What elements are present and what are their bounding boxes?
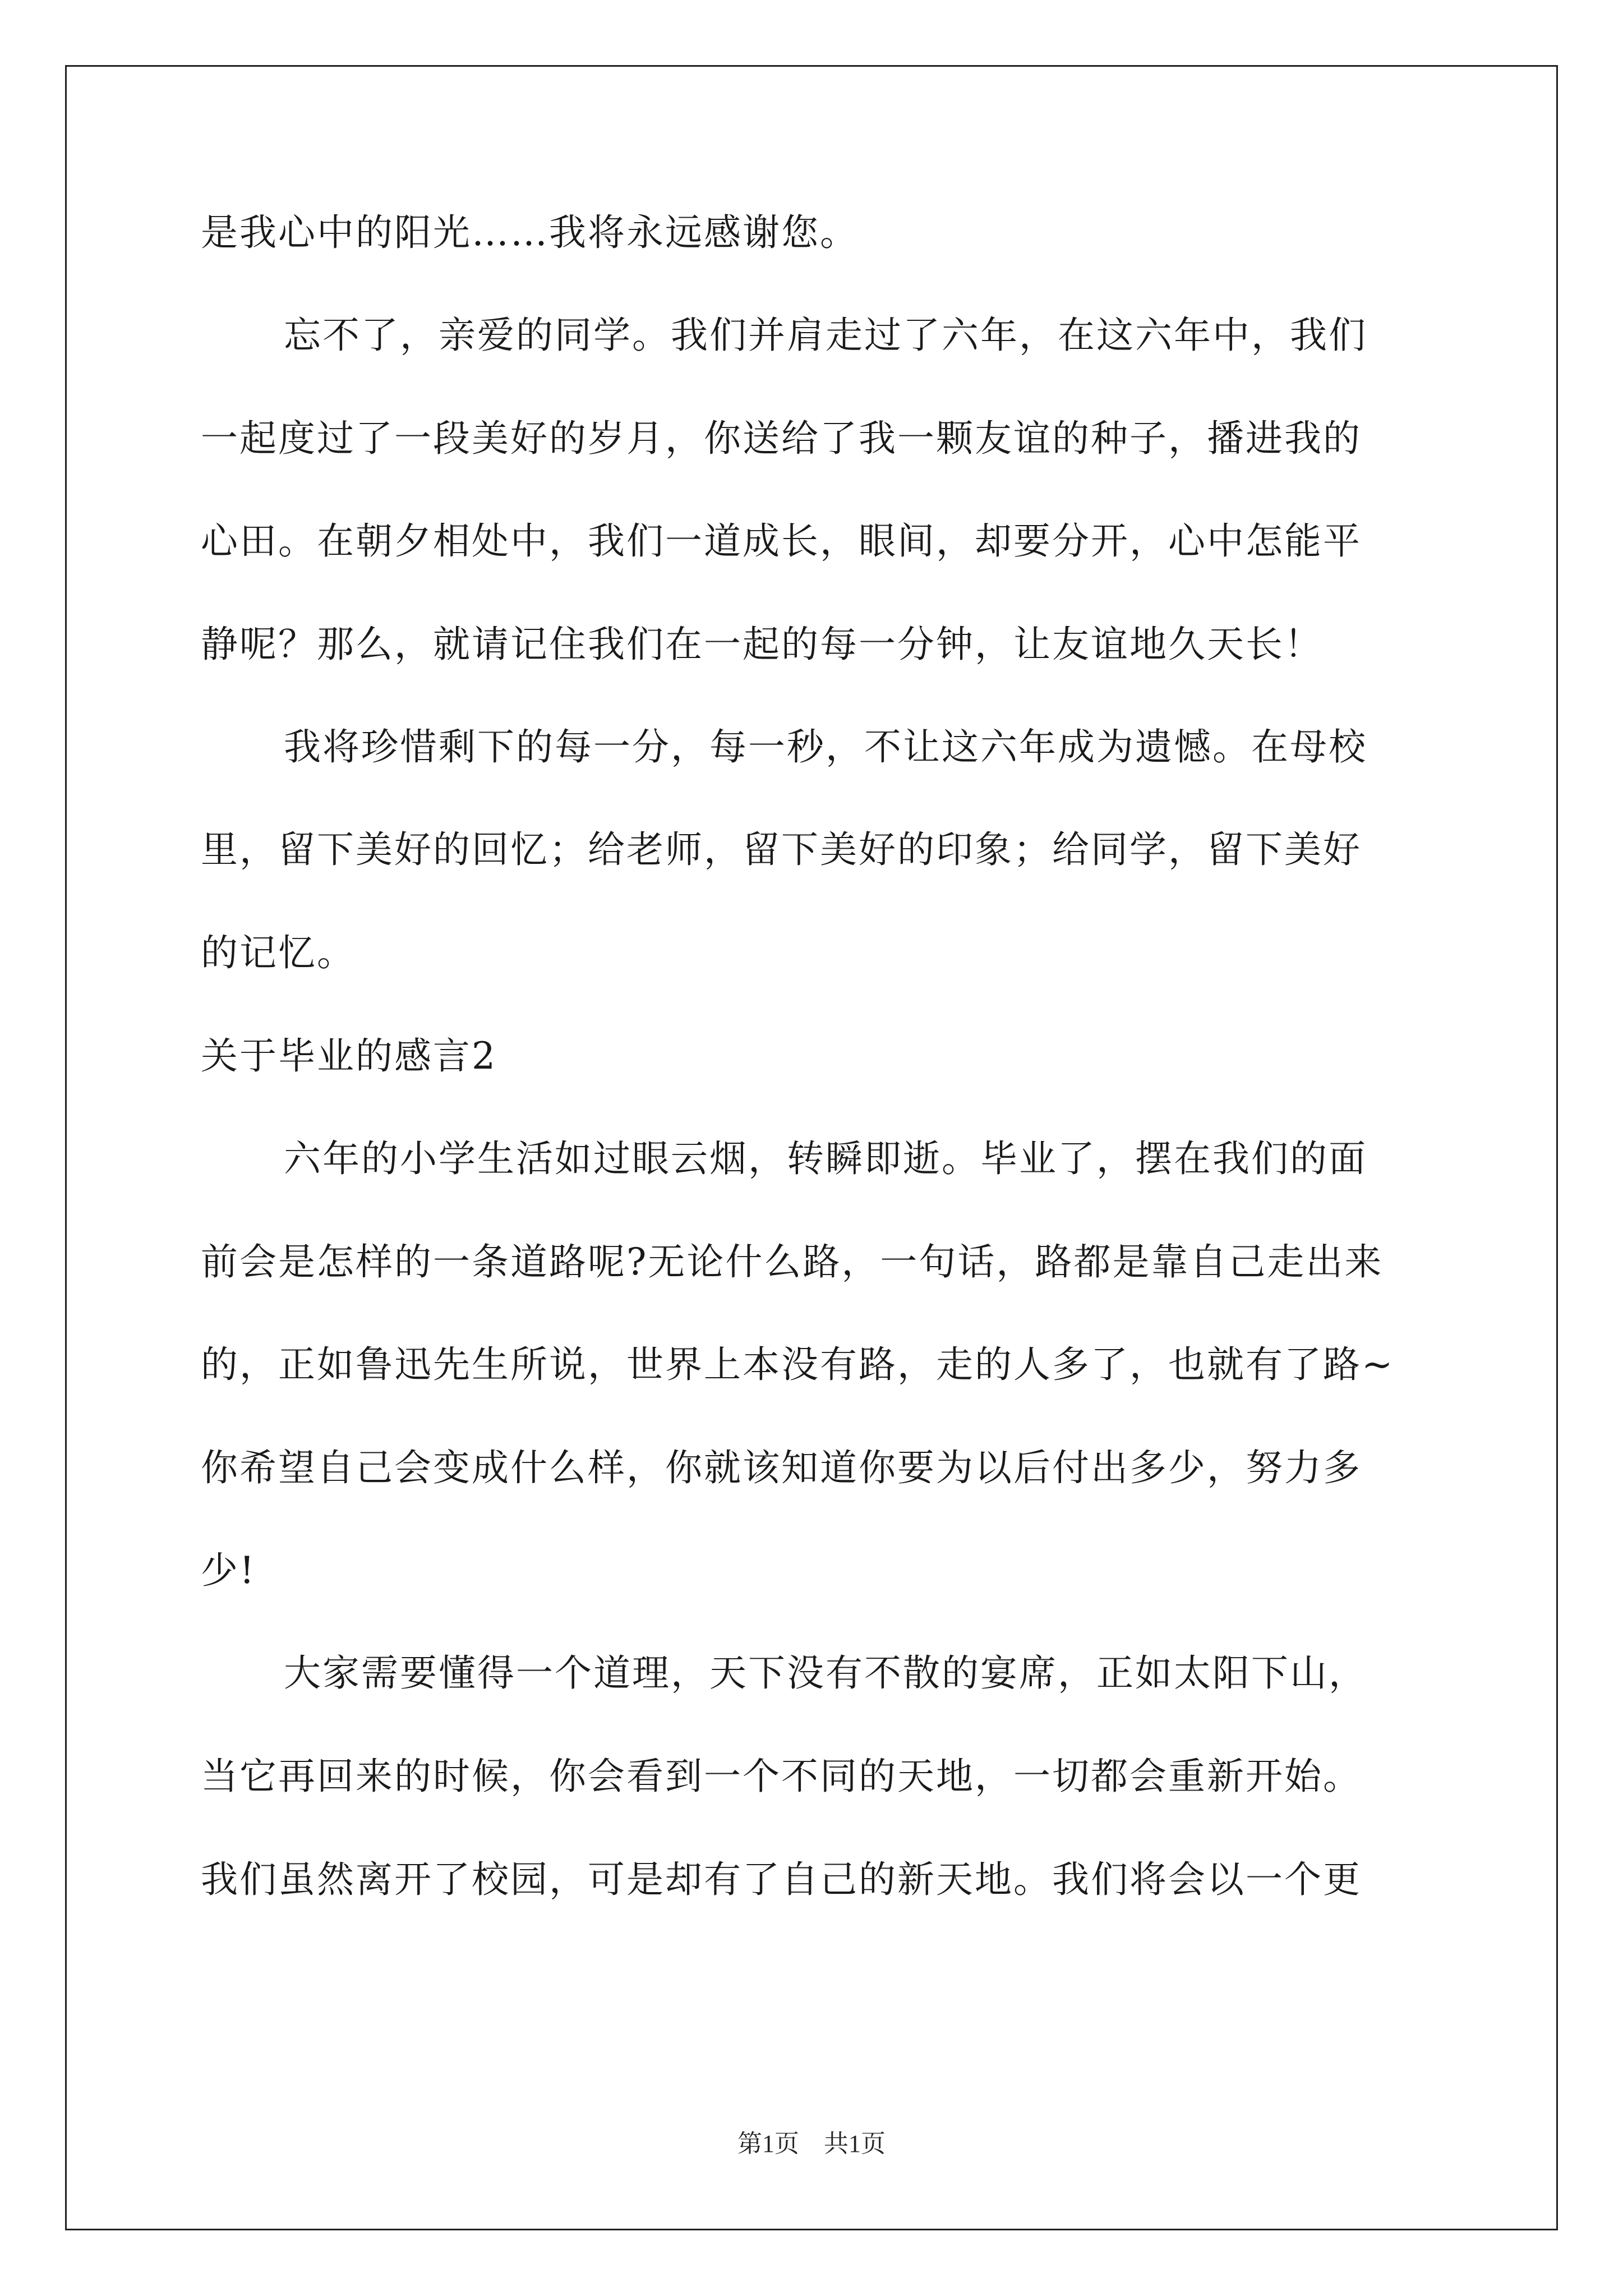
text-line: 你希望自己会变成什么样，你就该知道你要为以后付出多少，努力多: [201, 1446, 1362, 1489]
paragraph-first-line: 大家需要懂得一个道理，天下没有不散的宴席，正如太阳下山，: [284, 1651, 1367, 1695]
text-line: 一起度过了一段美好的岁月，你送给了我一颗友谊的种子，播进我的: [201, 417, 1362, 460]
paragraph-first-line: 忘不了，亲爱的同学。我们并肩走过了六年，在这六年中，我们: [284, 314, 1367, 357]
page-number-footer: 第1页 共1页: [737, 2130, 886, 2157]
text-line: 前会是怎样的一条道路呢?无论什么路，一句话，路都是靠自己走出来: [201, 1240, 1384, 1283]
text-line: 静呢？那么，就请记住我们在一起的每一分钟，让友谊地久天长！: [201, 623, 1323, 666]
paragraph-first-line: 我将珍惜剩下的每一分，每一秒，不让这六年成为遗憾。在母校: [284, 725, 1367, 769]
text-line: 当它再回来的时候，你会看到一个不同的天地，一切都会重新开始。: [201, 1755, 1362, 1798]
text-line: 少!: [201, 1549, 256, 1592]
text-line: 里，留下美好的回忆；给老师，留下美好的印象；给同学，留下美好: [201, 828, 1362, 871]
paragraph-first-line: 六年的小学生活如过眼云烟，转瞬即逝。毕业了，摆在我们的面: [284, 1137, 1367, 1180]
text-line: 的记忆。: [201, 931, 356, 974]
section-heading: 关于毕业的感言2: [201, 1034, 497, 1078]
text-line: 是我心中的阳光……我将永远感谢您。: [201, 211, 859, 254]
text-line: 我们虽然离开了校园，可是却有了自己的新天地。我们将会以一个更: [201, 1858, 1362, 1901]
text-line: 心田。在朝夕相处中，我们一道成长，眼间，却要分开，心中怎能平: [201, 519, 1362, 563]
text-line: 的，正如鲁迅先生所说，世界上本没有路，走的人多了，也就有了路~: [201, 1343, 1395, 1386]
